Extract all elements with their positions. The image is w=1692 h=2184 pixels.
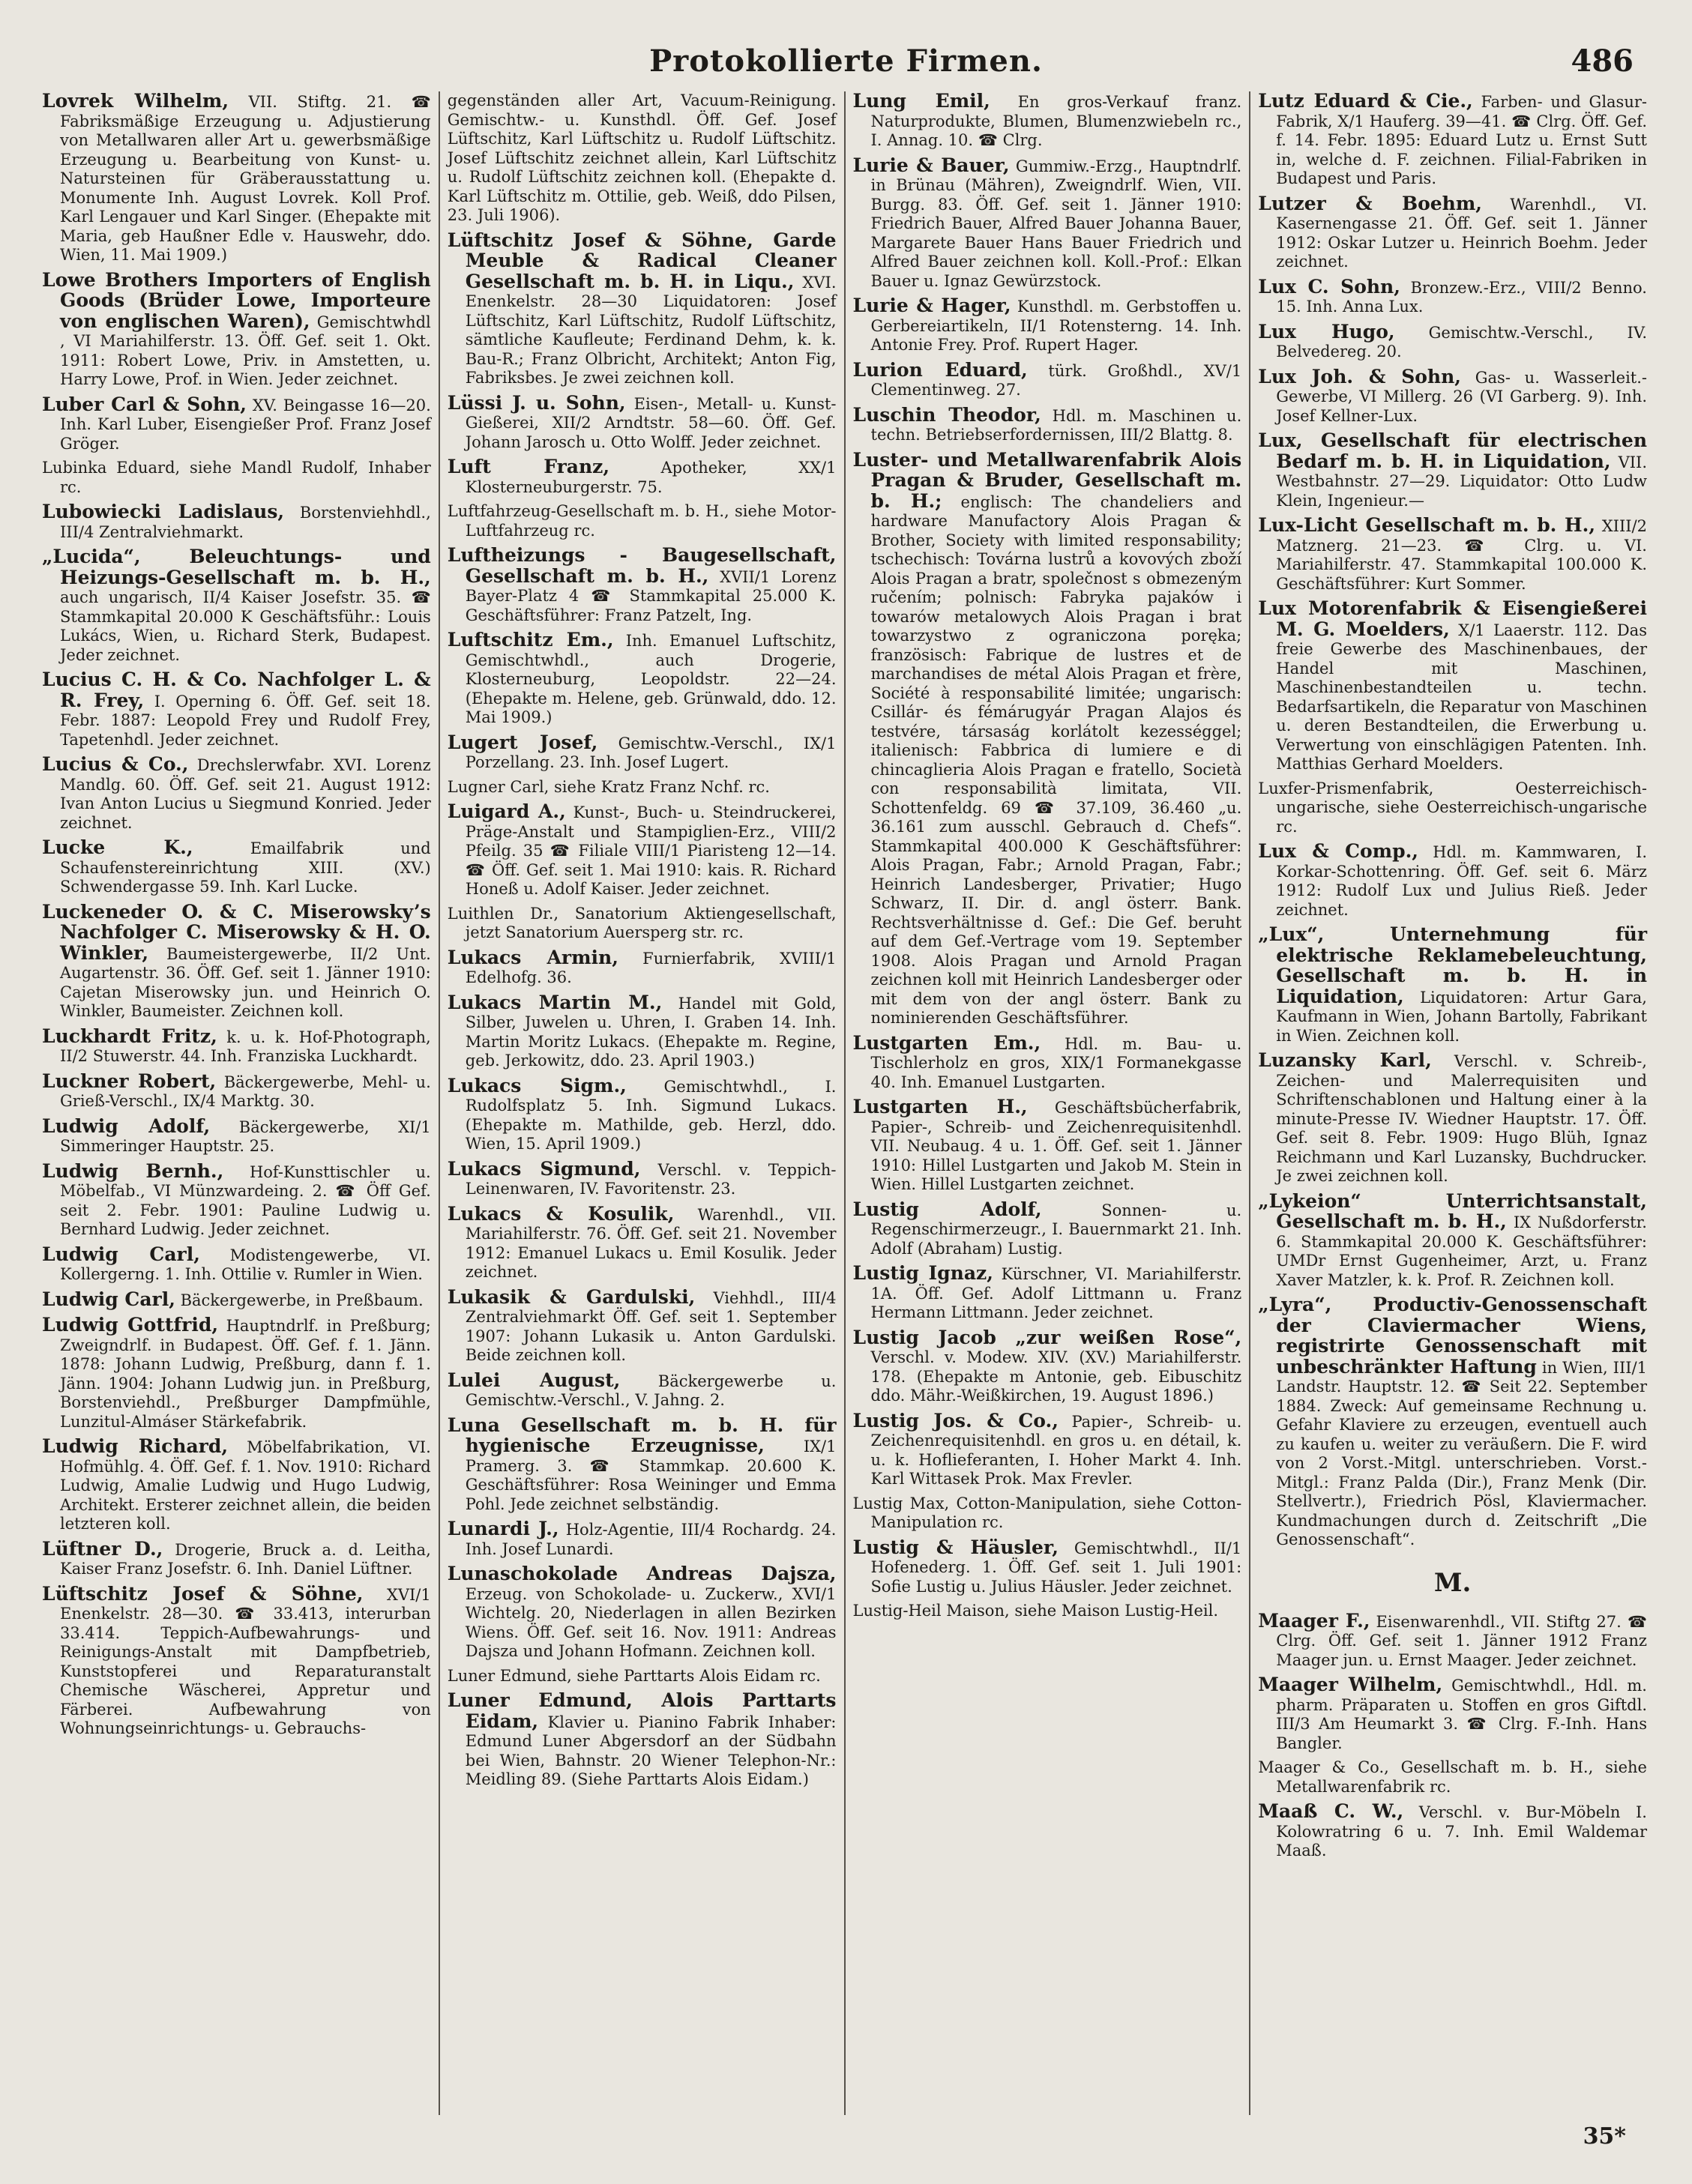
firm-name: Lux Hugo,: [1258, 320, 1395, 343]
directory-entry: [1258, 1802, 1647, 1861]
entry-text: Erzeug. von Schokolade- u. Zuckerw., XVI/1 Wichtelg. 20, Niederlagen in allen Bezirken Wiens. Öff. Gef. seit 16. Nov. 1911: Andreas Dajsza und Johann Hofmann. Zeichnen koll.: [465, 1584, 837, 1660]
firm-name: Lunardi J.,: [447, 1518, 559, 1539]
firm-name: Lux, Gesellschaft für electrischen Bedarf m. b. H. in Liquidation,: [1258, 429, 1647, 472]
firm-name: Ludwig Gottfrid,: [42, 1314, 219, 1336]
directory-entry: [42, 1437, 431, 1534]
firm-name: Lurie & Hager,: [852, 295, 1011, 316]
firm-name: Luzansky Karl,: [1258, 1049, 1432, 1071]
directory-columns: [39, 91, 1655, 2115]
firm-name: Lux C. Sohn,: [1258, 275, 1400, 298]
directory-entry: [448, 993, 837, 1071]
directory-entry: [448, 502, 837, 540]
entry-text: Luithlen Dr., Sanatorium Aktiengesellschaft, jetzt Sanatorium Auersperg str. rc.: [447, 904, 837, 941]
directory-entry: [1258, 1675, 1647, 1753]
firm-name: Lugert Josef,: [447, 731, 598, 753]
entry-text: Hof-Kunsttischler u. Möbelfab., VI Münzwardeing. 2. ☎ Öff Gef. seit 2. Febr. 1901: Pauline Ludwig u. Bernhard Ludwig. Jeder zeichnet.: [60, 1162, 431, 1238]
firm-name: Luftheizungs - Baugesellschaft, Gesellschaft m. b. H.,: [447, 544, 837, 587]
directory-entry: [1258, 322, 1647, 362]
firm-name: Luftschitz Em.,: [447, 629, 614, 651]
directory-entry: [42, 1114, 431, 1156]
firm-name: Lovrek Wilhelm,: [42, 91, 229, 112]
firm-name: Lustig Ignaz,: [852, 1262, 993, 1284]
firm-name: Lüssi J. u. Sohn,: [447, 391, 626, 414]
entry-text: Eisenwarenhdl., VII. Stiftg 27. ☎ Clrg. Öff. Gef. seit 1. Jänner 1912 Franz Maager jun. u. Ernst Maager. Jeder zeichnet.: [1276, 1612, 1647, 1669]
firm-name: Lux Motorenfabrik & Eisengießerei M. G. Moelders,: [1258, 597, 1647, 640]
firm-name: Lüftner D.,: [42, 1537, 163, 1560]
entry-text: Gemischtwhdl., Hdl. m. pharm. Präparaten u. Stoffen en gros Giftdl. III/3 Am Heumarkt 3. ☎ Clrg. F.-Inh. Hans Bangler.: [1276, 1677, 1647, 1752]
entry-text: Lustig Max, Cotton-Manipulation, siehe Cotton-Manipulation rc.: [852, 1494, 1242, 1531]
entry-text: Farben- und Glasur-Fabrik, X/1 Hauferg. 39—41. ☎ Clrg. Öff. Gef. f. 14. Febr. 1895: Eduard Lutz u. Ernst Sutt in, welche d. F. zeichnen. Filial-Fabriken in Budapest und Paris.: [1276, 93, 1647, 187]
firm-name: Lüftschitz Josef & Söhne,: [42, 1582, 364, 1605]
entry-text: VII. Stiftg. 21. ☎ Fabriksmäßige Erzeugung u. Adjustierung von Metallwaren aller Art u. gewerbsmäßige Erzeugung u. Bearbeitung von Kunst- u. Natursteinen für Gräberausstattung u. Monumente Inh. August Lovrek. Koll Prof. Karl Lengauer und Karl Singer. (Ehepakte mit Maria, geb Haußner Edle v. Hauswehr, ddo. Wien, 11. Mai 1909.): [60, 93, 431, 264]
entry-text: Eisen-, Metall- u. Kunst-Gießerei, XII/2 Arndtstr. 58—60. Öff. Gef. Johann Jarosch u. Otto Wolff. Jeder zeichnet.: [465, 394, 837, 451]
firm-name: Maager F.,: [1258, 1609, 1370, 1632]
directory-entry: [1258, 1189, 1647, 1291]
entry-text: Furnierfabrik, XVIII/1 Edelhofg. 36.: [465, 949, 837, 986]
firm-name: Ludwig Carl,: [42, 1243, 200, 1265]
directory-entry: [42, 838, 431, 897]
firm-name: Lucius C. H. & Co. Nachfolger L. & R. Frey,: [42, 669, 431, 711]
entry-text: Luftfahrzeug-Gesellschaft m. b. H., siehe Motor-Luftfahrzeug rc.: [447, 502, 837, 540]
entry-text: Gemischtwhdl , VI Mariahilferstr. 13. Öff. Gef. seit 1. Okt. 1911: Robert Lowe, Priv. in Amstetten, u. Harry Lowe, Prof. in Wien. Jeder zeichnet.: [60, 313, 431, 388]
directory-entry: [42, 1245, 431, 1285]
entry-text: I. Operning 6. Öff. Gef. seit 18. Febr. 1887: Leopold Frey und Rudolf Frey, Tapetenhdl. Jeder zeichnet.: [60, 692, 431, 749]
directory-entry: [853, 1494, 1242, 1533]
entry-text: Drechslerwfabr. XVI. Lorenz Mandlg. 60. Öff. Gef. seit 21. August 1912: Ivan Anton Lucius u Siegmund Konried. Jeder zeichnet.: [60, 756, 431, 832]
entry-text: Möbelfabrikation, VI. Hofmühlg. 4. Öff. Gef. f. 1. Nov. 1910: Richard Ludwig, Amalie Ludwig und Hugo Ludwig, Architekt. Ersterer zeichnet allein, die beiden letzteren koll.: [60, 1438, 431, 1533]
firm-name: Lutzer & Boehm,: [1258, 192, 1483, 214]
directory-entry: [853, 91, 1242, 151]
directory-entry: [448, 1159, 837, 1199]
directory-entry: [42, 1539, 431, 1579]
directory-entry: [448, 1667, 837, 1686]
entry-text: Klavier u. Pianino Fabrik Inhaber: Edmund Luner Abgersdorf an der Südbahn bei Wien, Bahnstr. 20 Wiener Telephon-Nr.: Meidling 89. (Siehe Parttarts Alois Eidam.): [465, 1713, 837, 1788]
firm-name: Ludwig Bernh.,: [42, 1159, 224, 1182]
directory-entry: [448, 948, 837, 988]
directory-entry: [448, 630, 837, 728]
directory-entry: [1258, 367, 1647, 426]
directory-entry: [1258, 277, 1647, 317]
directory-entry: [853, 1602, 1242, 1621]
entry-text: Bäckergewerbe, XI/1 Simmeringer Hauptstr. 25.: [60, 1117, 431, 1155]
entry-text: Kürschner, VI. Mariahilferstr. 1A. Öff. Gef. Adolf Littmann u. Franz Hermann Littmann. Jeder zeichnet.: [870, 1265, 1242, 1321]
entry-text: Warenhdl., VI. Kasernengasse 21. Öff. Gef. seit 1. Jänner 1912: Oskar Lutzer u. Heinrich Boehm. Jeder zeichnet.: [1276, 195, 1647, 271]
directory-entry: [448, 1519, 837, 1559]
directory-entry: [853, 1538, 1242, 1597]
entry-text: Verschl. v. Modew. XIV. (XV.) Mariahilferstr. 178. (Ehepakte m Antonie, geb. Eibuschitz ddo. Mähr.-Weißkirchen, 19. August 1896.): [870, 1348, 1242, 1405]
firm-name: Luigard A.,: [447, 800, 566, 822]
directory-entry: [42, 395, 431, 454]
firm-name: Lustig Jacob „zur weißen Rose“,: [852, 1326, 1242, 1348]
entry-text: Lugner Carl, siehe Kratz Franz Nchf. rc.: [447, 777, 770, 796]
directory-entry: [42, 902, 431, 1022]
directory-entry: [448, 1076, 837, 1154]
entry-text: Gemischtwhdl., II/1 Hofenederg. 1. Öff. Gef. seit 1. Juli 1901: Sofie Lustig u. Julius Häusler. Jeder zeichnet.: [870, 1539, 1242, 1596]
firm-name: Luschin Theodor,: [852, 403, 1041, 426]
firm-name: Maager Wilhelm,: [1258, 1674, 1443, 1695]
entry-text: Bronzew.-Erz., VIII/2 Benno. 15. Inh. Anna Lux.: [1276, 278, 1647, 316]
directory-entry: [42, 547, 431, 665]
directory-entry: [448, 393, 837, 453]
directory-entry: [852, 358, 1242, 400]
firm-name: Lucius & Co.,: [42, 753, 189, 775]
directory-entry: [448, 905, 837, 943]
entry-text: Lubinka Eduard, siehe Mandl Rudolf, Inhaber rc.: [42, 459, 431, 496]
firm-name: Maaß C. W.,: [1258, 1800, 1404, 1822]
directory-entry: [448, 733, 837, 773]
entry-text: auch ungarisch, II/4 Kaiser Josefstr. 35. ☎ Stammkapital 20.000 K Geschäftsführ.: Louis Lukács, Wien, u. Richard Sterk, Budapest. Jeder zeichnet.: [60, 588, 431, 664]
entry-text: IX/1 Pramerg. 3. ☎ Stammkap. 20.600 K. Geschäftsführer: Rosa Weininger und Emma Pohl. Jede zeichnet selbständig.: [465, 1438, 837, 1513]
firm-name: Lubowiecki Ladislaus,: [42, 501, 285, 522]
entry-text: türk. Großhdl., XV/1 Clementinweg. 27.: [870, 361, 1242, 399]
directory-entry: [853, 156, 1242, 292]
firm-name: Lukasik & Gardulski,: [447, 1285, 696, 1308]
firm-name: „Lykeion“ Unterrichtsanstalt, Gesellschaft m. b. H.,: [1258, 1189, 1647, 1232]
directory-entry: [448, 1204, 837, 1282]
firm-name: Lux-Licht Gesellschaft m. b. H.,: [1258, 514, 1596, 536]
page-number: 486: [1571, 43, 1634, 79]
entry-text: XVI. Enenkelstr. 28—30 Liquidatoren: Josef Lüftschitz, Karl Lüftschitz, Rudolf Lüftschitz, sämtliche Kaufleute; Ferdinand Dehm, k. k. Bau-R.; Franz Olbricht, Architekt; Anton Fig, Fabriksbes. Je zwei zeichnen koll.: [465, 273, 837, 387]
entry-text: Kunst-, Buch- u. Steindruckerei, Präge-Anstalt und Stampiglien-Erz., VIII/2 Pfeilg. 35 ☎ Filiale VIII/1 Piaristeng 12—14. ☎ Öff. Gef. seit 1. Mai 1910: kais. R. Richard Honeß u. Adolf Kaiser. Jeder zeichnet.: [465, 803, 837, 898]
entry-text: Gemischtwhdl., I. Rudolfsplatz 5. Inh. Sigmund Lukacs. (Ehepakte m. Mathilde, geb. Herzl, ddo. Wien, 15. April 1909.): [465, 1077, 837, 1153]
directory-entry: [42, 1027, 431, 1067]
entry-text: englisch: The chandeliers and hardware Manufactory Alois Pragan & Brother, Society with limited responsability; tschechisch: Továrna lustrů a kovových zboží Alois Pragan a bratr, společnost s obmezeným ručením; polnisch: Fabryka pajaków i towarów metalowych Alois Pragan i brat towarzystwo z ograniczona poręka; französisch: Fabrique de lustres et de marchandises de métal Alois Pragan et frère, Société à responsabilité limitée; ungarisch: Csillár- és fémárugyár Pragan Alajos és testvére, társaság korlátolt kezességgel; italienisch: Fabbrica di lumiere e di chincaglieria Alois Pragan e fratello, Società con responsabilità limitata, VII. Schottenfeldg. 69 ☎ 37.109, 36.460 „u. 36.161 zum ausschl. Gebrauch d. Chefs“. Stammkapital 400.000 K Geschäftsführer: Alois Pragan, Fabr.; Arnold Pragan, Fabr.; Heinrich Landesberger, Privatier; Hugo Schwarz, II. Dir. d. angl österr. Bank. Rechtsverhältnisse d. Gef.: Die Gef. beruht auf dem Gef.-Vertrage vom 19. September 1908. Alois Pragan und Arnold Pragan zeichnen koll mit Heinrich Landesberger oder mit dem von der angl österr. Bank zu nominierenden Geschäftsführer.: [870, 492, 1242, 1027]
directory-entry: [448, 1371, 837, 1411]
entry-text: Warenhdl., VII. Mariahilferstr. 76. Öff. Gef. seit 21. November 1912: Emanuel Lukacs u. Emil Kosulik. Jeder zeichnet.: [465, 1205, 837, 1281]
directory-entry: [448, 546, 837, 625]
firm-name: Lulei August,: [447, 1369, 621, 1391]
firm-name: Luster- und Metallwarenfabrik Alois Pragan & Bruder, Gesellschaft m. b. H.;: [852, 448, 1242, 512]
directory-entry: [448, 1691, 837, 1790]
directory-entry: [42, 459, 431, 497]
firm-name: Ludwig Richard,: [42, 1435, 229, 1457]
firm-name: Lux Joh. & Sohn,: [1258, 365, 1461, 387]
firm-name: Lux & Comp.,: [1258, 840, 1418, 862]
firm-name: Lustig & Häusler,: [852, 1536, 1059, 1558]
directory-entry: [853, 1264, 1242, 1323]
entry-text: Bäckergewerbe, in Preßbaum.: [180, 1291, 424, 1309]
firm-name: Luckeneder O. & C. Miserowsky’s Nachfolger C. Miserowsky & H. O. Winkler,: [42, 900, 431, 964]
firm-name: Lüftschitz Josef & Söhne, Garde Meuble & Radical Cleaner Gesellschaft m. b. H. in Liqu.,: [447, 229, 837, 292]
entry-text: Holz-Agentie, III/4 Rochardg. 24. Inh. Josef Lunardi.: [465, 1521, 837, 1558]
firm-name: Lukacs Sigmund,: [447, 1157, 641, 1180]
directory-entry: [853, 1328, 1242, 1406]
directory-entry: [42, 502, 431, 542]
entry-text: Hdl. m. Bau- u. Tischlerholz en gros, XIX/1 Formanekgasse 40. Inh. Emanuel Lustgarten.: [870, 1034, 1242, 1091]
firm-name: Lukacs Sigm.,: [447, 1074, 627, 1096]
directory-entry: [42, 1584, 431, 1739]
directory-entry: [1258, 516, 1647, 594]
entry-text: Handel mit Gold, Silber, Juwelen u. Uhren, I. Graben 14. Inh. Martin Moritz Lukacs. (Ehepakte m. Regine, geb. Jerkowitz, ddo. 23. April 1903.): [465, 994, 837, 1070]
entry-text: XVII/1 Lorenz Bayer-Platz 4 ☎ Stammkapital 25.000 K. Geschäftsführer: Franz Patzelt, Ing.: [465, 567, 837, 624]
directory-entry: [42, 755, 431, 833]
column-1: [39, 91, 439, 2115]
firm-name: Ludwig Adolf,: [42, 1114, 211, 1137]
entry-text: IX Nußdorferstr. 6. Stammkapital 20.000 K. Geschäftsführer: UMDr Ernst Gugenheimer, Arzt, u. Franz Xaver Matzler, k. k. Prof. R. Zeichnen koll.: [1276, 1213, 1647, 1289]
directory-entry: [853, 296, 1242, 355]
entry-text: XVI/1 Enenkelstr. 28—30. ☎ 33.413, interurban 33.414. Teppich-Aufbewahrungs- und Reinigungs-Anstalt mit Dampfbetrieb, Kunststopferei und Reparaturanstalt Chemische Wäscherei, Appretur und Färberei. Aufbewahrung von Wohnungseinrichtungs- u. Gebrauchs-: [60, 1585, 431, 1737]
entry-text: Drogerie, Bruck a. d. Leitha, Kaiser Franz Josefstr. 6. Inh. Daniel Lüftner.: [60, 1540, 431, 1578]
directory-entry: [448, 802, 837, 899]
firm-name: Lustig Jos. & Co.,: [852, 1409, 1059, 1432]
entry-text: Liquidatoren: Artur Gara, Kaufmann in Wien, Johann Bartolly, Fabrikant in Wien. Zeichnen koll.: [1276, 988, 1647, 1045]
entry-text: Luner Edmund, siehe Parttarts Alois Eidam rc.: [447, 1666, 821, 1685]
column-3: [844, 91, 1250, 2115]
directory-entry: [853, 1200, 1242, 1259]
directory-entry: [853, 1411, 1242, 1489]
entry-text: Apotheker, XX/1 Klosterneuburgerstr. 75.: [465, 459, 837, 496]
entry-text: k. u. k. Hof-Photograph, II/2 Stuwerstr. 44. Inh. Franziska Luckhardt.: [60, 1028, 431, 1065]
section-heading: M.: [1433, 1567, 1472, 1598]
directory-entry: [42, 670, 431, 749]
entry-text: Verschl. v. Schreib-, Zeichen- und Malerrequisiten und Schriftenschablonen und Haltung einer à la minute-Presse IV. Wiedner Hauptstr. 17. Öff. Gef. seit 8. Febr. 1909: Hugo Blüh, Ignaz Reichmann und Karl Luzansky, Buchdrucker. Je zwei zeichnen koll.: [1276, 1052, 1647, 1185]
entry-text: Emailfabrik und Schaufenstereinrichtung XIII. (XV.) Schwendergasse 59. Inh. Karl Lucke.: [60, 839, 431, 896]
directory-entry: [1258, 1611, 1647, 1671]
directory-entry: [853, 405, 1242, 445]
firm-name: „Lux“, Unternehmung für elektrische Reklamebeleuchtung, Gesellschaft m. b. H. in Liquidation,: [1258, 923, 1647, 1007]
firm-name: „Lyra“, Productiv-Genossenschaft der Claviermacher Wiens, registrirte Genossenschaft mit unbeschränkter Haftung: [1258, 1294, 1647, 1378]
entry-text: Kunsthdl. m. Gerbstoffen u. Gerbereiartikeln, II/1 Rotensterng. 14. Inh. Antonie Frey. Prof. Rupert Hager.: [870, 298, 1242, 354]
directory-entry: [1258, 91, 1647, 189]
directory-entry: [852, 1031, 1242, 1093]
firm-name: Lurion Eduard,: [852, 358, 1028, 381]
firm-name: „Lucida“, Beleuchtungs- und Heizungs-Gesellschaft m. b. H.,: [42, 546, 431, 588]
directory-entry: [1258, 194, 1647, 272]
column-2: [439, 91, 844, 2115]
firm-name: Lutz Eduard & Cie.,: [1258, 91, 1473, 112]
entry-text: X/1 Laaerstr. 112. Das freie Gewerbe des Maschinenbaues, der Handel mit Maschinen, Maschinenbestandteilen u. techn. Bedarfsartikeln, die Reparatur von Maschinen u. deren Bestandteilen, die Erwerbung u. Verwertung von einschlägigen Patenten. Inh. Matthias Gerhard Moelders.: [1276, 621, 1647, 773]
page-header: [0, 43, 1692, 88]
entry-text: Gemischtw.-Verschl., IX/1 Porzellang. 23. Inh. Josef Lugert.: [465, 734, 837, 771]
directory-entry: [448, 778, 837, 797]
entry-text: En gros-Verkauf franz. Naturprodukte, Blumen, Blumenzwiebeln rc., I. Annag. 10. ☎ Clrg.: [870, 93, 1242, 149]
firm-name: Lustgarten Em.,: [852, 1031, 1041, 1054]
entry-text: Hdl. m. Maschinen u. techn. Betriebserfordernissen, III/2 Blattg. 8.: [870, 406, 1242, 444]
directory-entry: [42, 1072, 431, 1111]
directory-entry: [1258, 925, 1647, 1046]
page-title: Protokollierte Firmen.: [649, 43, 1043, 79]
entry-text: VII. Westbahnstr. 27—29. Liquidator: Otto Ludw Klein, Ingenieur.—: [1276, 453, 1647, 510]
firm-name: Luna Gesellschaft m. b. H. für hygienische Erzeugnisse,: [447, 1414, 837, 1456]
firm-name: Luft Franz,: [447, 456, 610, 477]
entry-text: Bäckergewerbe u. Gemischtw.-Verschl., V. Jahng. 2.: [465, 1372, 837, 1409]
firm-name: Lurie & Bauer,: [852, 154, 1010, 176]
column-4: [1249, 91, 1655, 2115]
entry-text: Geschäftsbücherfabrik, Papier-, Schreib- und Zeichenrequisitenhdl. VII. Neubaug. 4 u. 1. Öff. Gef. seit 1. Jänner 1910: Hillel Lustgarten und Jakob M. Stein in Wien. Hillel Lustgarten zeichnet.: [870, 1099, 1242, 1193]
sheet-signature: 35*: [1583, 2123, 1626, 2150]
directory-entry: [448, 1564, 837, 1662]
entry-text: in Wien, III/1 Landstr. Hauptstr. 12. ☎ Seit 22. September 1884. Zweck: Auf gemeinsame Rechnung u. Gefahr Klaviere zu erzeugen, eventuell auch zu kaufen u. weiter zu veräußern. Die F. wird von 2 Vorst.-Mitgl. unterschrieben. Vorst.-Mitgl.: Franz Palda (Dir.), Franz Menk (Dir. Stellvertr.), Friedrich Pösl, Klaviermacher. Kundmachungen durch d. Zeitschrift „Die Genossenschaft“.: [1276, 1358, 1647, 1548]
directory-entry: [853, 450, 1242, 1028]
firm-name: Lukacs Martin M.,: [447, 991, 663, 1013]
entry-text: Inh. Emanuel Luftschitz, Gemischtwhdl., auch Drogerie, Klosterneuburg, Leopoldstr. 22—24. (Ehepakte m. Helene, geb. Grünwald, ddo. 12. Mai 1909.): [465, 632, 837, 726]
entry-text: XV. Beingasse 16—20. Inh. Karl Luber, Eisengießer Prof. Franz Josef Gröger.: [60, 396, 431, 453]
directory-entry: [42, 1290, 431, 1311]
entry-text: Verschl. v. Teppich-Leinenwaren, IV. Favoritenstr. 23.: [465, 1160, 837, 1198]
directory-entry: [1258, 431, 1647, 510]
directory-entry: [1258, 599, 1647, 774]
firm-name: Luckhardt Fritz,: [42, 1025, 217, 1047]
firm-name: Lowe Brothers Importers of English Goods (Brüder Lowe, Importeure von englischen Waren),: [42, 268, 431, 332]
directory-entry: [42, 1159, 431, 1240]
entry-text: Gas- u. Wasserleit.-Gewerbe, VI Millerg. 26 (VI Garberg. 9). Inh. Josef Kellner-Lux.: [1276, 368, 1648, 425]
firm-name: Lukacs & Kosulik,: [447, 1202, 675, 1225]
entry-text: Luxfer-Prismenfabrik, Oesterreichisch-ungarische, siehe Oesterreichisch-ungarische rc.: [1258, 779, 1647, 836]
entry-text: Maager & Co., Gesellschaft m. b. H., siehe Metallwarenfabrik rc.: [1258, 1758, 1647, 1796]
firm-name: Lustig Adolf,: [852, 1198, 1042, 1220]
firm-name: Ludwig Carl,: [42, 1288, 175, 1310]
entry-text: Verschl. v. Bur-Möbeln I. Kolowratring 6 u. 7. Inh. Emil Waldemar Maaß.: [1276, 1803, 1647, 1859]
entry-text: Hdl. m. Kammwaren, I. Korkar-Schottenring. Öff. Gef. seit 6. März 1912: Rudolf Lux und Julius Rieß. Jeder zeichnet.: [1276, 843, 1647, 919]
entry-text: Gummiw.-Erzg., Hauptndrlf. in Brünau (Mähren), Zweigndrlf. Wien, VII. Burgg. 83. Öff. Gef. seit 1. Jänner 1910: Friedrich Bauer, Alfred Bauer Johanna Bauer, Margarete Bauer Hans Bauer Friedrich und Alfred Bauer zeichnen koll. Koll.-Prof.: Elkan Bauer u. Ignaz Gewürzstock.: [870, 157, 1242, 290]
entry-text: XIII/2 Matznerg. 21—23. ☎ Clrg. u. VI. Mariahilferstr. 47. Stammkapital 100.000 K. Geschäftsführer: Kurt Sommer.: [1276, 517, 1647, 593]
firm-name: Lustgarten H.,: [852, 1096, 1028, 1117]
firm-name: Luber Carl & Sohn,: [42, 393, 247, 415]
firm-name: Lung Emil,: [852, 91, 990, 112]
directory-entry: [1258, 842, 1647, 920]
directory-entry: [42, 91, 431, 265]
directory-entry: [1258, 1295, 1647, 1550]
entry-text: Papier-, Schreib- u. Zeichenrequisitenhdl. en gros u. en détail, k. u. k. Hoflieferanten, I. Hoher Markt 4. Inh. Karl Wittasek Prok. Max Frevler.: [870, 1412, 1242, 1488]
directory-entry: [1258, 1758, 1647, 1797]
directory-entry: [448, 457, 837, 497]
entry-text: Sonnen- u. Regenschirmerzeugr., I. Bauernmarkt 21. Inh. Adolf (Abraham) Lustig.: [870, 1201, 1242, 1258]
firm-name: Lunaschokolade Andreas Dajsza,: [447, 1563, 837, 1584]
firm-name: Luckner Robert,: [42, 1070, 217, 1092]
firm-name: Lucke K.,: [42, 836, 193, 858]
directory-entry: [448, 91, 837, 226]
directory-entry: [853, 1097, 1242, 1195]
entry-text: Lustig-Heil Maison, siehe Maison Lustig-Heil.: [852, 1602, 1219, 1620]
entry-text: Hauptndrlf. in Preßburg; Zweigndrlf. in Budapest. Öff. Gef. f. 1. Jänn. 1878: Johann Ludwig, Preßburg, dann f. 1. Jänn. 1904: Johann Ludwig jun. in Preßburg, Borstenviehdl., Preßburger Dampfmühle, Lunzitul-Almáser Stärkefabrik.: [60, 1317, 431, 1431]
directory-entry: [1258, 779, 1647, 837]
entry-text: Modistengewerbe, VI. Kollergerng. 1. Inh. Ottilie v. Rumler in Wien.: [60, 1246, 431, 1283]
entry-text: Viehhdl., III/4 Zentralviehmarkt Öff. Gef. seit 1. September 1907: Johann Lukasik u. Anton Gardulski. Beide zeichnen koll.: [465, 1288, 837, 1364]
directory-entry: [448, 231, 837, 388]
entry-text: gegenständen aller Art, Vacuum-Reinigung. Gemischtw.- u. Kunsthdl. Öff. Gef. Josef Lüftschitz, Karl Lüftschitz u. Rudolf Lüftschitz. Josef Lüftschitz zeichnet allein, Karl Lüftschitz u. Rudolf Lüftschitz zeichnen koll. (Ehepakte d. Karl Lüftschitz m. Ottilie, geb. Weiß, ddo Pilsen, 23. Juli 1906).: [447, 91, 837, 224]
directory-entry: [42, 1315, 431, 1432]
entry-text: Borstenviehhdl., III/4 Zentralviehmarkt.: [60, 504, 431, 541]
firm-name: Lukacs Armin,: [447, 946, 618, 968]
entry-text: Baumeistergewerbe, II/2 Unt. Augartenstr. 36. Öff. Gef. seit 1. Jänner 1910: Cajetan Miserowsky jun. und Heinrich O. Winkler, Baumeister. Zeichnen koll.: [60, 944, 431, 1020]
entry-text: Bäckergewerbe, Mehl- u. Grieß-Verschl., IX/4 Marktg. 30.: [60, 1073, 431, 1110]
entry-text: Gemischtw.-Verschl., IV. Belvedereg. 20.: [1276, 323, 1647, 361]
directory-entry: [42, 268, 431, 390]
firm-name: Luner Edmund, Alois Parttarts Eidam,: [447, 1689, 837, 1732]
directory-entry: [1258, 1051, 1647, 1186]
directory-entry: [448, 1416, 837, 1515]
directory-entry: [447, 1285, 837, 1366]
